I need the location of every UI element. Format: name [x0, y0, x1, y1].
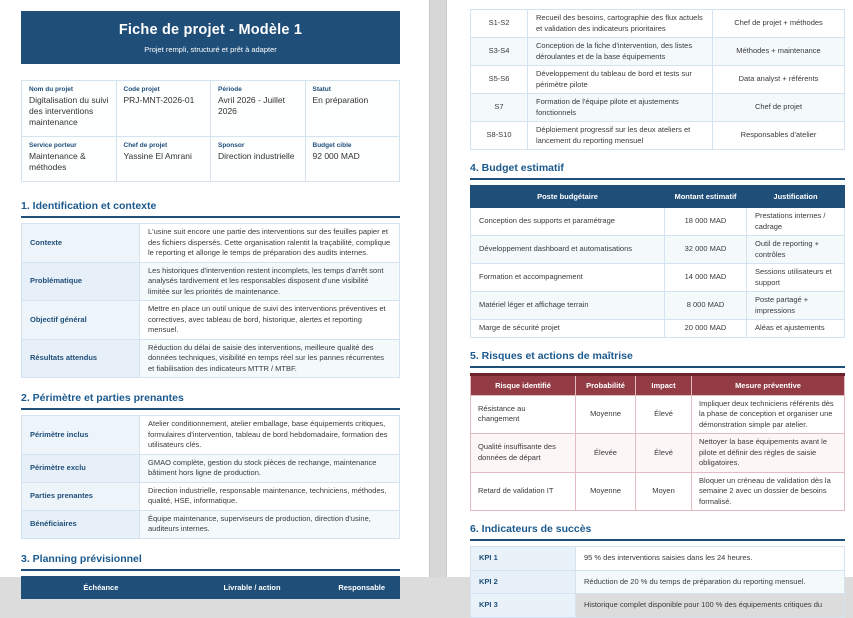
cell-responsable: Chef de projet + méthodes: [713, 10, 845, 38]
kpi-label: KPI 1: [471, 547, 576, 571]
kpi-value: 95 % des interventions saisies dans les 24 heures.: [576, 547, 845, 571]
row-label: Contexte: [22, 224, 140, 263]
cell-livrable: Conception de la fiche d'intervention, des listes déroulantes et de la base équipements: [528, 38, 713, 66]
cell-livrable: Développement du tableau de bord et tests sur périmètre pilote: [528, 66, 713, 94]
budget-row: [471, 208, 845, 236]
table-row: [22, 224, 400, 263]
cell-livrable: Formation de l'équipe pilote et ajustements fonctionnels: [528, 94, 713, 122]
cell-echeance: S7: [471, 94, 528, 122]
row-label: Parties prenantes: [22, 482, 140, 510]
row-label: Objectif général: [22, 301, 140, 340]
cell-poste: Marge de sécurité projet: [471, 320, 665, 338]
info-value: PRJ-MNT-2026-01: [123, 95, 195, 105]
cell-livrable: Recueil des besoins, cartographie des flux actuels et validation des indicateurs prioritaires: [528, 10, 713, 38]
cell-justification: Poste partagé + impressions: [747, 292, 845, 320]
column-header-livrable: Livrable / action: [180, 576, 324, 598]
info-label: Budget cible: [312, 142, 352, 150]
section-heading-risques: 5. Risques et actions de maîtrise: [470, 350, 845, 368]
column-header-impact: Impact: [636, 374, 692, 395]
cell-justification: Sessions utilisateurs et support: [747, 264, 845, 292]
column-header-justification: Justification: [747, 186, 845, 208]
cell-livrable: Déploiement progressif sur les deux ateliers et lancement du reporting mensuel: [528, 122, 713, 150]
kpi-row: [471, 594, 845, 618]
cell-poste: Formation et accompagnement: [471, 264, 665, 292]
column-header-poste: Poste budgétaire: [471, 186, 665, 208]
budget-row: [471, 236, 845, 264]
cell-impact: Moyen: [636, 472, 692, 511]
document-title: Fiche de projet - Modèle 1: [118, 21, 303, 38]
info-label: Service porteur: [29, 142, 77, 150]
section-heading-planning: 3. Planning prévisionnel: [21, 553, 400, 571]
cell-echeance: S5-S6: [471, 66, 528, 94]
cell-risque: Retard de validation IT: [471, 472, 576, 511]
kpi-table: [470, 546, 845, 618]
cell-risque: Résistance au changement: [471, 395, 576, 434]
info-label: Chef de projet: [123, 142, 168, 150]
row-value: Direction industrielle, responsable maintenance, techniciens, méthodes, qualité, HSE, informatique.: [140, 482, 400, 510]
section-heading-indicateurs: 6. Indicateurs de succès: [470, 523, 845, 541]
section-heading-perimetre: 2. Périmètre et parties prenantes: [21, 392, 400, 410]
project-info-grid: [21, 80, 400, 182]
section-heading-identification: 1. Identification et contexte: [21, 200, 400, 218]
info-cell-chef: [116, 137, 211, 182]
perimetre-table: [21, 415, 400, 539]
page-2: [447, 0, 853, 609]
cell-echeance: S3-S4: [471, 38, 528, 66]
cell-poste: Développement dashboard et automatisations: [471, 236, 665, 264]
column-header-echeance: Échéance: [22, 576, 181, 598]
info-cell-budget: [305, 137, 400, 182]
cell-probabilite: Moyenne: [576, 472, 636, 511]
planning-row: [471, 122, 845, 150]
info-label: Période: [218, 86, 242, 93]
info-value: Digitalisation du suivi des interventions maintenance: [29, 95, 109, 128]
risques-table: [470, 373, 845, 512]
row-value: GMAO complète, gestion du stock pièces de rechange, maintenance bâtiment hors ligne de production.: [140, 454, 400, 482]
row-label: Périmètre inclus: [22, 416, 140, 455]
cell-justification: Aléas et ajustements: [747, 320, 845, 338]
info-value: Avril 2026 - Juillet 2026: [218, 95, 285, 117]
kpi-value: Historique complet disponible pour 100 % des équipements critiques du: [576, 594, 845, 618]
cell-impact: Élevé: [636, 395, 692, 434]
info-value: Direction industrielle: [218, 151, 295, 162]
row-label: Bénéficiaires: [22, 510, 140, 538]
row-value: Équipe maintenance, superviseurs de production, direction d'usine, auditeurs internes.: [140, 510, 400, 538]
cell-responsable: Data analyst + référents: [713, 66, 845, 94]
kpi-label: KPI 2: [471, 570, 576, 594]
table-header-row: [22, 576, 400, 598]
risque-row: [471, 395, 845, 434]
info-cell-code: [116, 81, 211, 137]
kpi-label: KPI 3: [471, 594, 576, 618]
table-row: [22, 482, 400, 510]
row-label: Résultats attendus: [22, 339, 140, 378]
info-cell-sponsor: [211, 137, 306, 182]
info-grid-row: [22, 137, 400, 182]
cell-probabilite: Élevée: [576, 434, 636, 473]
row-value: Atelier conditionnement, atelier emballage, base équipements critiques, formulaires d'intervention, tableau de bord hebdomadaire, formation des utilisateurs clés.: [140, 416, 400, 455]
cell-montant: 8 000 MAD: [665, 292, 747, 320]
cell-poste: Matériel léger et affichage terrain: [471, 292, 665, 320]
budget-table: [470, 185, 845, 338]
info-label: Nom du projet: [29, 86, 74, 93]
project-banner: [21, 11, 400, 64]
section-heading-budget: 4. Budget estimatif: [470, 162, 845, 180]
cell-mesure: Nettoyer la base équipements avant le pilote et définir des règles de saisie obligatoires.: [692, 434, 845, 473]
table-row: [22, 454, 400, 482]
planning-row: [471, 38, 845, 66]
column-header-probabilite: Probabilité: [576, 374, 636, 395]
risque-row: [471, 472, 845, 511]
column-header-risque: Risque identifié: [471, 374, 576, 395]
budget-row: [471, 320, 845, 338]
cell-echeance: S8-S10: [471, 122, 528, 150]
planning-table-header: [21, 576, 400, 599]
cell-risque: Qualité insuffisante des données de départ: [471, 434, 576, 473]
column-header-montant: Montant estimatif: [665, 186, 747, 208]
table-row: [22, 510, 400, 538]
cell-montant: 32 000 MAD: [665, 236, 747, 264]
info-value: Maintenance & méthodes: [29, 151, 86, 173]
risque-row: [471, 434, 845, 473]
info-cell-periode: [211, 81, 306, 137]
cell-justification: Outil de reporting + contrôles: [747, 236, 845, 264]
cell-impact: Élevé: [636, 434, 692, 473]
budget-row: [471, 264, 845, 292]
cell-montant: 14 000 MAD: [665, 264, 747, 292]
table-row: [22, 416, 400, 455]
info-grid-row: [22, 81, 400, 137]
cell-montant: 18 000 MAD: [665, 208, 747, 236]
cell-justification: Prestations internes / cadrage: [747, 208, 845, 236]
table-header-row: [471, 186, 845, 208]
row-label: Problématique: [22, 262, 140, 301]
info-cell-service: [22, 137, 117, 182]
cell-mesure: Impliquer deux techniciens référents dès la phase de conception et organiser une démonstration simple par atelier.: [692, 395, 845, 434]
column-header-mesure: Mesure préventive: [692, 374, 845, 395]
kpi-value: Réduction de 20 % du temps de préparation du reporting mensuel.: [576, 570, 845, 594]
kpi-row: [471, 570, 845, 594]
row-value: L'usine suit encore une partie des interventions sur des feuilles papier et des fichiers dispersés. Cette organisation ralentit la traçabilité, complique le reporting et allonge le temps de préparation des audits internes.: [140, 224, 400, 263]
planning-row: [471, 66, 845, 94]
info-value: 92 000 MAD: [312, 151, 360, 162]
page-1: [0, 0, 429, 592]
planning-row: [471, 10, 845, 38]
info-cell-nom: [22, 81, 117, 137]
cell-responsable: Méthodes + maintenance: [713, 38, 845, 66]
info-cell-statut: [305, 81, 400, 137]
info-value: En préparation: [312, 95, 369, 105]
row-value: Les historiques d'intervention restent incomplets, les temps d'arrêt sont analysés tardivement et les responsables disposent d'une visibilité limitée sur les priorités de maintenance.: [140, 262, 400, 301]
page-gutter: [429, 0, 447, 577]
info-label: Code projet: [123, 86, 160, 93]
info-label: Statut: [312, 86, 331, 93]
identification-table: [21, 223, 400, 378]
document-subtitle: Projet rempli, structuré et prêt à adapter: [144, 44, 277, 54]
table-row: [22, 339, 400, 378]
info-label: Sponsor: [218, 142, 245, 150]
row-label: Périmètre exclu: [22, 454, 140, 482]
table-header-row: [471, 374, 845, 395]
planning-table-body: [470, 9, 845, 150]
cell-montant: 20 000 MAD: [665, 320, 747, 338]
cell-echeance: S1-S2: [471, 10, 528, 38]
table-row: [22, 301, 400, 340]
cell-mesure: Bloquer un créneau de validation dès la semaine 2 avec un dossier de besoins formalisé.: [692, 472, 845, 511]
cell-probabilite: Moyenne: [576, 395, 636, 434]
planning-row: [471, 94, 845, 122]
row-value: Mettre en place un outil unique de suivi des interventions préventives et correctives, avec tableau de bord, historique, alertes et reporting mensuel.: [140, 301, 400, 340]
column-header-responsable: Responsable: [324, 576, 400, 598]
info-value: Yassine El Amrani: [123, 151, 192, 162]
budget-row: [471, 292, 845, 320]
table-row: [22, 262, 400, 301]
kpi-row: [471, 547, 845, 571]
cell-responsable: Chef de projet: [713, 94, 845, 122]
row-value: Réduction du délai de saisie des interventions, meilleure qualité des données techniques, visibilité en temps réel sur les pannes récurrentes et fiabilisation des indicateurs MTTR / MTBF.: [140, 339, 400, 378]
cell-poste: Conception des supports et paramétrage: [471, 208, 665, 236]
cell-responsable: Responsables d'atelier: [713, 122, 845, 150]
